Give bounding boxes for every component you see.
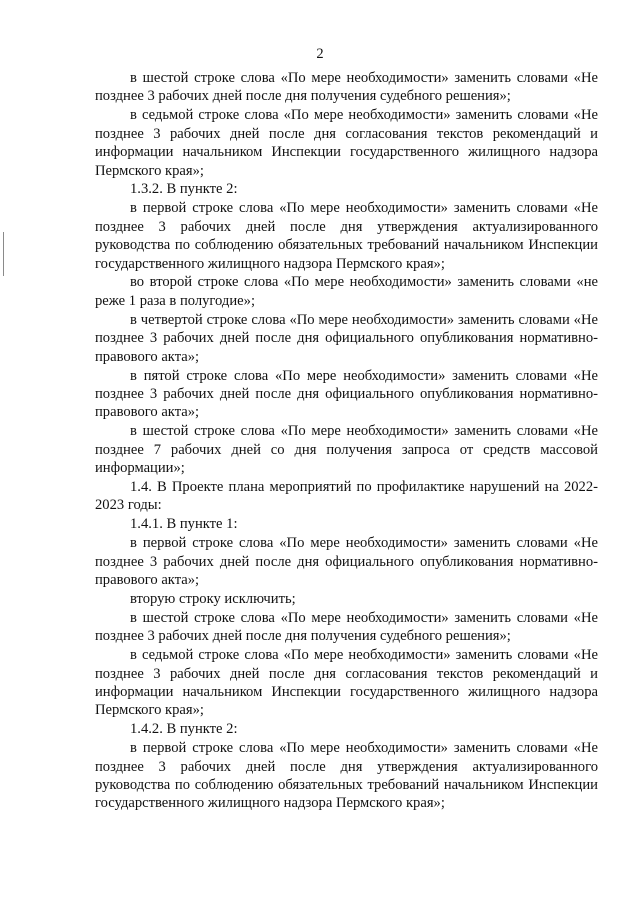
paragraph-amend-row1-p2b: в первой строке слова «По мере необходимости» заменить словами «Не позднее 3 рабочих дней после дня утверждения актуализированного руководства по соблюдению обязательных требований начальником Инспекции государственного жилищного надзора Пермского края»; bbox=[95, 740, 598, 812]
paragraph-amend-row4-p2: в четвертой строке слова «По мере необходимости» заменить словами «Не позднее 3 рабочих дней после дня официального опубликования нормативно-правового акта»; bbox=[95, 311, 598, 365]
paragraph-amend-row1-p1: в первой строке слова «По мере необходимости» заменить словами «Не позднее 3 рабочих дней после дня официального опубликования нормативно-правового акта»; bbox=[95, 535, 598, 588]
paragraph-amend-row2-p2: во второй строке слова «По мере необходимости» заменить словами «не реже 1 раза в полугодие»; bbox=[95, 274, 598, 309]
page-number: 2 bbox=[316, 46, 324, 62]
document-body bbox=[95, 69, 598, 813]
paragraph-amend-row6-p1: в шестой строке слова «По мере необходимости» заменить словами «Не позднее 3 рабочих дней после дня получения судебного решения»; bbox=[95, 70, 598, 105]
paragraph-amend-row6-p1b: в шестой строке слова «По мере необходимости» заменить словами «Не позднее 3 рабочих дней после дня получения судебного решения»; bbox=[95, 609, 598, 645]
paragraph-delete-row2: вторую строку исключить; bbox=[130, 590, 296, 607]
section-heading-1-4-1: 1.4.1. В пункте 1: bbox=[130, 516, 238, 533]
paragraph-amend-row5-p2: в пятой строке слова «По мере необходимости» заменить словами «Не позднее 3 рабочих дней после дня официального опубликования нормативно-правового акта»; bbox=[95, 367, 598, 421]
paragraph-amend-row1-p2: в первой строке слова «По мере необходимости» заменить словами «Не позднее 3 рабочих дней после дня утверждения актуализированного руководства по соблюдению обязательных требований начальником Инспекции государственного жилищного надзора Пермского края»; bbox=[95, 200, 598, 272]
section-heading-1-3-2: 1.3.2. В пункте 2: bbox=[130, 181, 238, 198]
paragraph-amend-row7-p1b: в седьмой строке слова «По мере необходимости» заменить словами «Не позднее 3 рабочих дней после дня согласования текстов рекомендаций и информации начальником Инспекции государственного жилищного надзора Пермского края»; bbox=[95, 647, 598, 719]
scan-edge-mark bbox=[3, 232, 4, 276]
paragraph-amend-row6-p2: в шестой строке слова «По мере необходимости» заменить словами «Не позднее 7 рабочих дней со дня получения запроса от средств массовой информации»; bbox=[95, 423, 598, 477]
paragraph-amend-row7-p1: в седьмой строке слова «По мере необходимости» заменить словами «Не позднее 3 рабочих дней после дня согласования текстов рекомендаций и информации начальником Инспекции государственного жилищного надзора Пермского края»; bbox=[95, 107, 598, 179]
section-heading-1-4: 1.4. В Проекте плана мероприятий по профилактике нарушений на 2022-2023 годы: bbox=[95, 478, 598, 514]
section-heading-1-4-2: 1.4.2. В пункте 2: bbox=[130, 721, 238, 738]
